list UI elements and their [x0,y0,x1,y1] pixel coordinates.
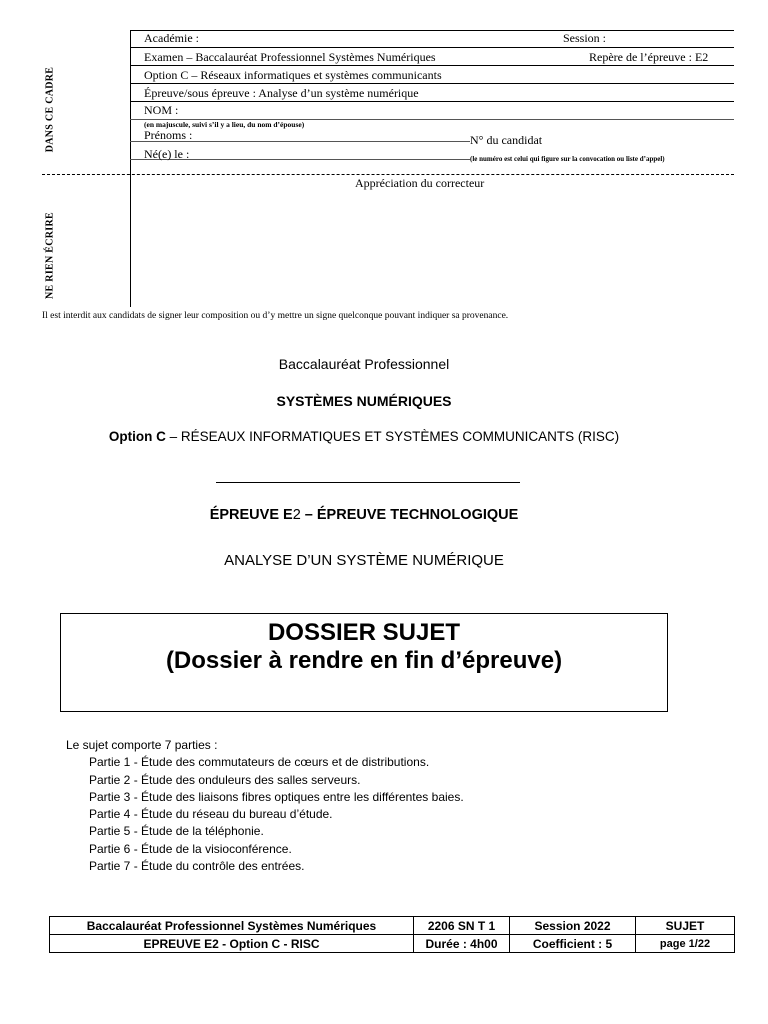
prenoms-label: Prénoms : [144,128,193,142]
ne-le-label: Né(e) le : [144,147,190,161]
cut-line [42,174,734,175]
epreuve-title-a: ÉPREUVE E [209,507,293,523]
side-label-dans-ce-cadre: DANS CE CADRE [44,66,56,153]
table-row [50,917,735,935]
title-separator [216,482,520,483]
footer-cell-type: SUJET [636,917,735,935]
parts-intro: Le sujet comporte 7 parties : [66,738,218,752]
footer-table [49,916,735,953]
option-name: – RÉSEAUX INFORMATIQUES ET SYSTÈMES COMMUNICANTS (RISC) [165,429,620,444]
footer-cell-code: 2206 SN T 1 [414,917,510,935]
diploma-title: Baccalauréat Professionnel [278,356,450,372]
session-label: Session : [563,31,607,45]
frame-top-border [130,30,734,31]
footer-cell-page: page 1/22 [636,935,735,953]
specialty-title: SYSTÈMES NUMÉRIQUES [276,393,452,409]
footer-cell-epreuve: EPREUVE E2 - Option C - RISC [50,935,414,953]
frame-divider [130,101,734,102]
dossier-subtitle: (Dossier à rendre en fin d’épreuve) [165,647,563,674]
nom-note: (en majuscule, suivi s’il y a lieu, du nom d’épouse) [144,120,305,129]
footer-cell-coefficient: Coefficient : 5 [510,935,636,953]
side-label-ne-rien-ecrire: NE RIEN ÉCRIRE [44,212,56,299]
list-item: Partie 2 - Étude des onduleurs des salles serveurs. [89,772,361,787]
numero-note: (le numéro est celui qui figure sur la convocation ou liste d’appel) [470,155,665,163]
epreuve-label: Épreuve/sous épreuve : Analyse d’un système numérique [144,86,419,100]
list-item: Partie 1 - Étude des commutateurs de cœurs et de distributions. [89,755,430,770]
option-label: Option C – Réseaux informatiques et systèmes communicants [144,68,442,82]
footer-cell-duree: Durée : 4h00 [414,935,510,953]
list-item: Partie 4 - Étude du réseau du bureau d’étude. [89,807,333,822]
frame-divider [130,47,734,48]
repere-label: Repère de l’épreuve : E2 [589,50,709,64]
signature-notice: Il est interdit aux candidats de signer leur composition ou d’y mettre un signe quelconque pouvant indiquer sa provenance. [42,311,509,321]
epreuve-title-b: 2 [292,507,301,523]
numero-candidat-label: N° du candidat [470,133,543,147]
epreuve-title-c: – ÉPREUVE TECHNOLOGIQUE [300,507,519,523]
frame-left-border [130,30,131,307]
examen-label: Examen – Baccalauréat Professionnel Systèmes Numériques [144,50,436,64]
list-item: Partie 6 - Étude de la visioconférence. [89,841,292,856]
epreuve-title [0,507,728,523]
analyse-title: ANALYSE D’UN SYSTÈME NUMÉRIQUE [224,552,504,569]
academie-label: Académie : [144,31,199,45]
dossier-sujet-box [60,613,668,712]
option-code: Option C [108,429,166,444]
list-item: Partie 7 - Étude du contrôle des entrées. [89,859,305,874]
frame-divider [130,65,734,66]
table-row [50,935,735,953]
list-item: Partie 3 - Étude des liaisons fibres optiques entre les différentes baies. [89,789,464,804]
frame-divider [130,83,734,84]
dossier-title: DOSSIER SUJET [267,619,461,646]
list-item: Partie 5 - Étude de la téléphonie. [89,824,264,839]
appreciation-label: Appréciation du correcteur [355,176,485,190]
nom-label: NOM : [144,103,179,117]
footer-cell-diploma: Baccalauréat Professionnel Systèmes Numériques [50,917,414,935]
option-title [0,429,728,444]
parts-list [66,737,464,875]
footer-cell-session: Session 2022 [510,917,636,935]
